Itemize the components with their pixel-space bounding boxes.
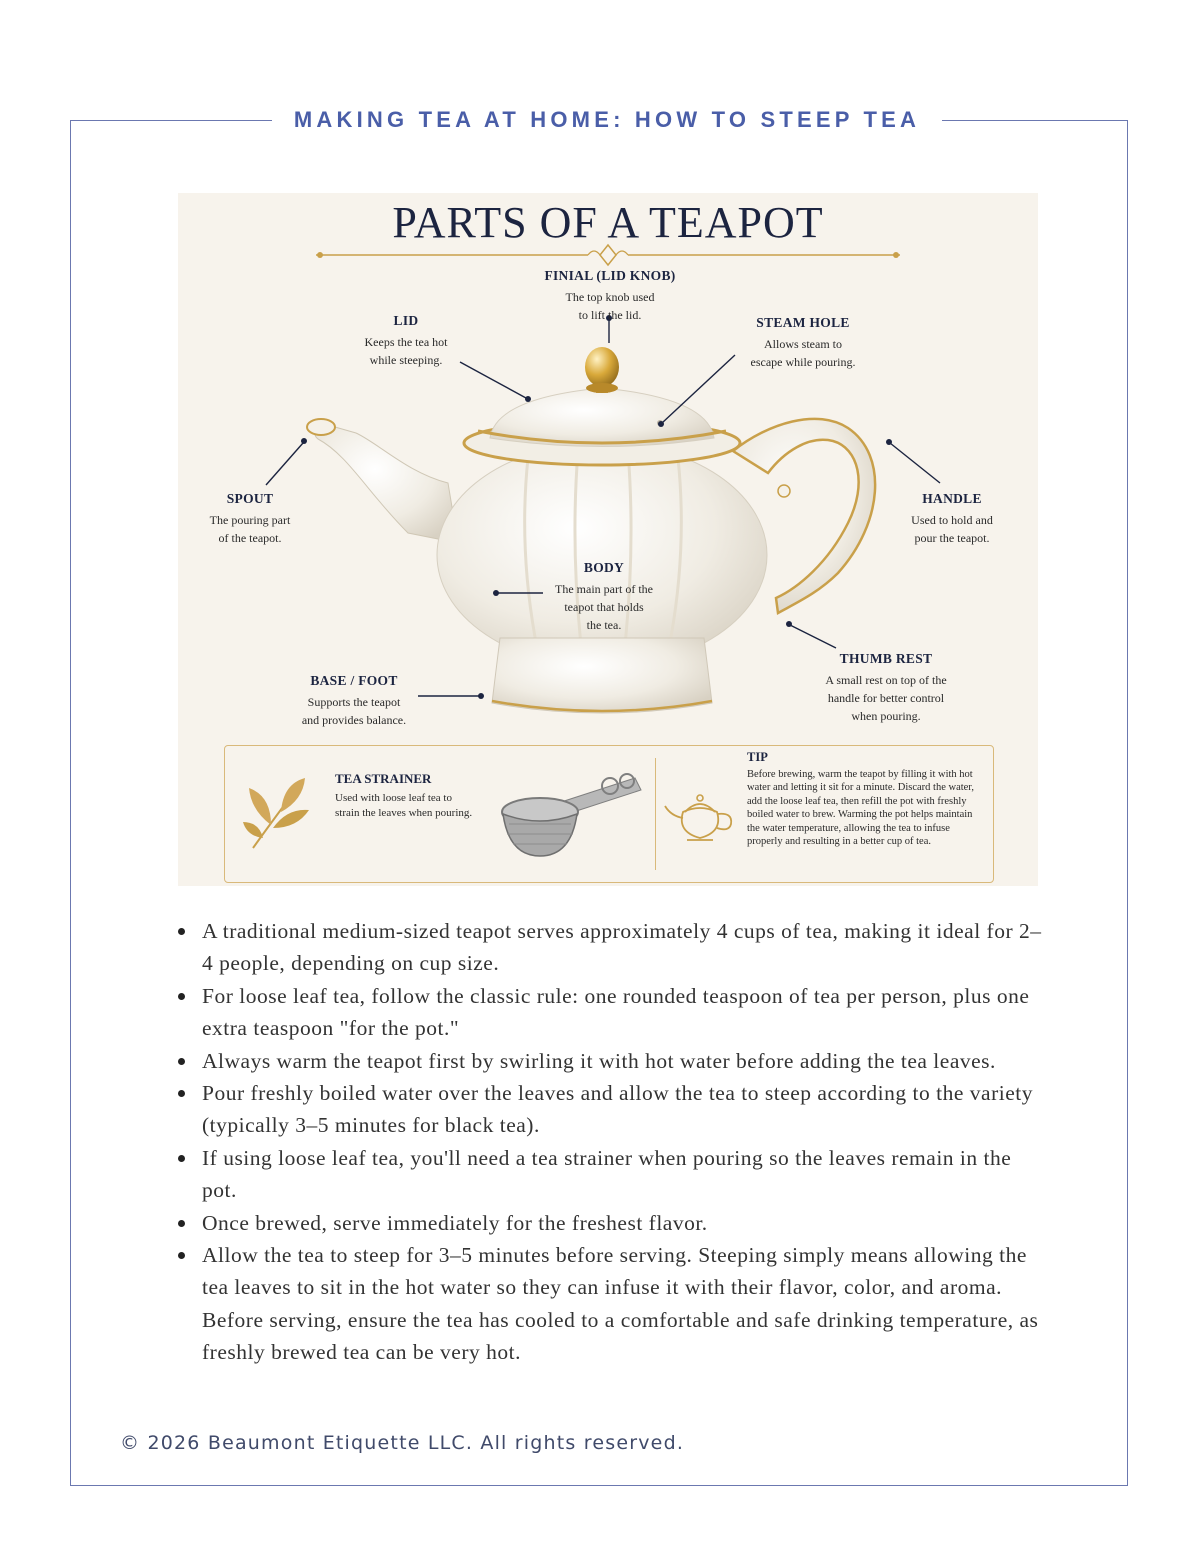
part-body-name: BODY (583, 560, 625, 575)
part-thumb-rest (806, 651, 966, 725)
tip-title: TIP (747, 750, 768, 764)
infographic-title: PARTS OF A TEAPOT (392, 198, 824, 247)
part-steam-hole-name: STEAM HOLE (756, 315, 850, 330)
tip-desc: Before brewing, warm the teapot by filling it with hot water and letting it sit for a minute. Discard the water, add the loose leaf tea, then refill the pot with freshly boiled water to brew. Warming the pot helps maintain the water temperature, allowing the tea to infuse properly and resulting in a better cup of tea. (747, 769, 975, 848)
tea-strainer-image (495, 764, 645, 864)
tips-panel (224, 745, 994, 883)
part-spout-name: SPOUT (226, 491, 274, 506)
part-base (284, 673, 424, 729)
list-item: Allow the tea to steep for 3–5 minutes before serving. Steeping simply means allowing the tea leaves to sit in the hot water so they can infuse it with their flavor, color, and aroma. Before serving, ensure the tea has cooled to a comfortable and safe drinking temperature, as freshly brewed tea can be very hot. (178, 1239, 1048, 1369)
part-handle-name: HANDLE (922, 491, 982, 506)
part-spout (190, 491, 310, 547)
part-lid-desc: Keeps the tea hot while steeping. (364, 335, 448, 367)
part-thumb-rest-desc: A small rest on top of the handle for better control when pouring. (825, 673, 947, 723)
teapot-infographic (178, 193, 1038, 886)
part-finial-name: FINIAL (LID KNOB) (544, 268, 676, 283)
part-body-desc: The main part of the teapot that holds the tea. (555, 582, 653, 632)
part-body (530, 560, 678, 634)
list-item: For loose leaf tea, follow the classic rule: one rounded teaspoon of tea per person, plus one extra teaspoon "for the pot." (178, 980, 1048, 1045)
list-item: Once brewed, serve immediately for the freshest flavor. (178, 1207, 1048, 1239)
part-handle (890, 491, 1014, 547)
part-base-name: BASE / FOOT (310, 673, 398, 688)
part-finial (520, 268, 700, 324)
panel-divider (655, 758, 656, 870)
leaf-icon (243, 770, 313, 852)
part-lid-name: LID (393, 313, 419, 328)
list-item: Always warm the teapot first by swirling it with hot water before adding the tea leaves. (178, 1045, 1048, 1077)
part-thumb-rest-name: THUMB REST (839, 651, 933, 666)
teapot-outline-icon (663, 782, 737, 846)
part-base-desc: Supports the teapot and provides balance. (301, 695, 407, 727)
strainer-desc: Used with loose leaf tea to strain the leaves when pouring. (335, 792, 473, 819)
strainer-title: TEA STRAINER (335, 771, 432, 786)
part-handle-desc: Used to hold and pour the teapot. (911, 513, 993, 545)
part-lid (340, 313, 472, 369)
copyright-footer: © 2026 Beaumont Etiquette LLC. All rights reserved. (120, 1432, 685, 1454)
part-spout-desc: The pouring part of the teapot. (209, 513, 291, 545)
list-item: Pour freshly boiled water over the leaves and allow the tea to steep according to the variety (typically 3–5 minutes for black tea). (178, 1077, 1048, 1142)
page-title: MAKING TEA AT HOME: HOW TO STEEP TEA (272, 103, 942, 137)
list-item: If using loose leaf tea, you'll need a tea strainer when pouring so the leaves remain in the pot. (178, 1142, 1048, 1207)
part-steam-hole-desc: Allows steam to escape while pouring. (750, 337, 856, 369)
part-finial-desc: The top knob used to lift the lid. (565, 290, 655, 322)
part-steam-hole (728, 315, 878, 371)
tea-tips-list (178, 915, 1048, 1369)
list-item: A traditional medium-sized teapot serves approximately 4 cups of tea, making it ideal for 2–4 people, depending on cup size. (178, 915, 1048, 980)
